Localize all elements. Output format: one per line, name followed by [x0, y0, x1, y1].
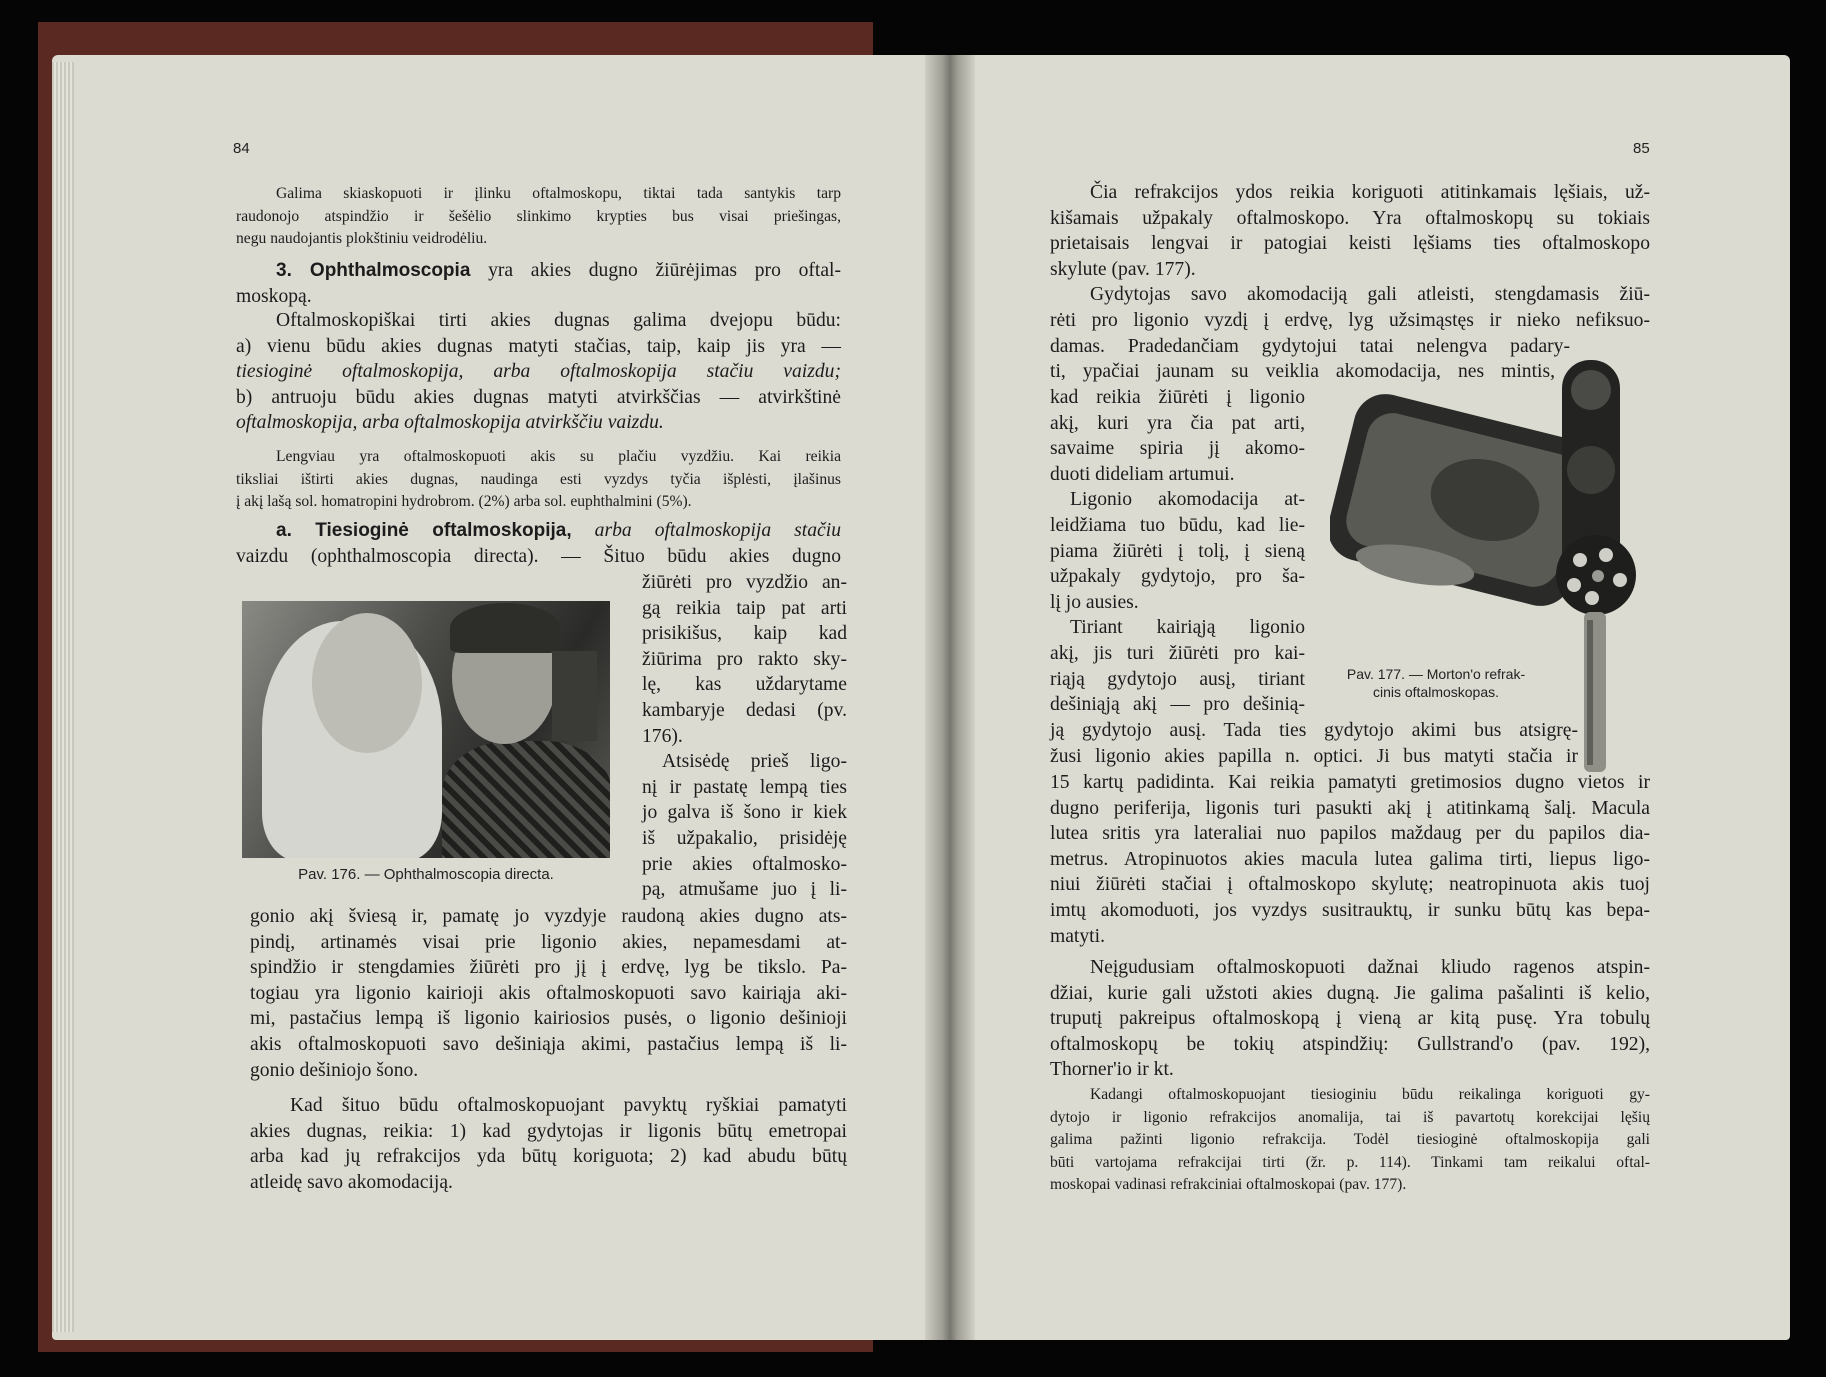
text-line: b) antruoju būdu akies dugnas matyti atvirkščias — atvirkštinė — [236, 386, 841, 408]
text-line: metrus. Atropinuotos akies macula lutea galima tirti, liepus ligo- — [1050, 848, 1650, 870]
ophthalmoscope-handle-icon — [1556, 360, 1636, 772]
text-line: dešiniąją akį — pro dešinią- — [1050, 694, 1305, 716]
text-line: oftalmoskopų be tokių atspindžių: Gullstrand'o (pav. 192), — [1050, 1033, 1650, 1055]
book-gutter — [925, 55, 975, 1340]
text-line: negu naudojantis plokštiniu veidrodėliu. — [236, 230, 488, 247]
left-intro-paragraph — [236, 183, 841, 251]
text-line: moskopą. — [236, 285, 312, 307]
caption-line: Pav. 177. — Morton'o refrak- — [1346, 666, 1526, 682]
text-line: žiūrima pro rakto sky- — [642, 648, 847, 670]
text-line: gonio dešiniojo šono. — [250, 1059, 419, 1081]
text-line: arba kad jų refrakcijos yda būtų koriguota; 2) kad abudu būtų — [250, 1146, 847, 1168]
figure-177-caption — [1316, 665, 1556, 701]
text-line: spindžio ir stengdamies žiūrėti pro jį į erdvę, lyg be tikslo. Pa- — [250, 957, 847, 979]
text-line: kambaryje dedasi (pv. — [642, 699, 847, 721]
text-line: gą reikia taip pat arti — [642, 597, 847, 619]
patient-coat — [442, 741, 610, 858]
text-line: mi, pastačius lempą iš ligonio kairiosios pusės, o ligonio dešinioji — [250, 1008, 847, 1030]
left-page-number: 84 — [233, 140, 250, 157]
text-line: akį, jis turi žiūrėti pro kai- — [1050, 642, 1305, 664]
text-line: galima pažinti ligonio refrakcija. Todėl tiesioginė oftalmoskopija gali — [1050, 1131, 1650, 1148]
text-line: Čia refrakcijos ydos reikia koriguoti atitinkamais lęšiais, už- — [1090, 182, 1650, 203]
text-line: būti vartojama refrakcijai tirti (žr. p. 114). Tinkami tam reikalui oftal- — [1050, 1153, 1650, 1171]
text-line: 3. Ophthalmoscopia yra akies dugno žiūrėjimas pro oftal- — [276, 260, 841, 281]
text-line: Kadangi oftalmoskopuojant tiesioginiu būdu reikalinga koriguoti gy- — [1090, 1086, 1650, 1103]
text-line: gonio akį šviesą ir, pamatę jo vyzdyje raudoną akies dugno ats- — [250, 906, 847, 927]
text-line: truputį pakreipus oftalmoskopą į vieną ar kitą pusę. Yra tobulų — [1050, 1008, 1650, 1030]
ophthalmoscopy-types-paragraph — [236, 308, 841, 436]
text-line: imtų akomoduoti, jos vyzdys susitrauktų, ir sunku būtų kas bepa- — [1050, 899, 1650, 921]
text-line: tiksliai ištirti akies dugnas, naudinga esti vyzdys tyčia išplėsti, įlašinus — [236, 470, 841, 488]
section-3-heading: 3. Ophthalmoscopia — [276, 260, 471, 281]
text-line: moskopai vadinasi refrakciniai oftalmoskopai (pav. 177). — [1050, 1176, 1407, 1193]
text-line: žiūrėti pro vyzdžio an- — [642, 572, 847, 593]
right-column-text — [1050, 385, 1305, 718]
text-line: ją gydytojo ausį. Tada ties gydytojo akimi bus atsigrę- — [1050, 720, 1578, 741]
text-line: Thorner'io ir kt. — [1050, 1059, 1174, 1081]
right-after-figure-text — [1050, 718, 1578, 769]
text-line: džiai, kurie gali užstoti akies dugną. Jie galima pašalinti iš kelio, — [1050, 982, 1650, 1004]
text-line: niui žiūrėti stačiai į oftalmoskopo skylutę; neatropinuota akis tuoj — [1050, 874, 1650, 896]
text-line: riąją gydytojo ausį, tiriant — [1050, 668, 1305, 690]
text-line: nį ir pastatę lempą ties — [642, 776, 847, 798]
subsection-a-heading: a. Tiesioginė oftalmoskopija, — [276, 520, 572, 541]
doctor-head — [312, 613, 422, 753]
small-note-paragraph — [236, 446, 841, 514]
text-line: prie akies oftalmosko- — [642, 853, 847, 875]
text-line: Kad šituo būdu oftalmoskopuojant pavyktų ryškiai pamatyti — [290, 1095, 847, 1116]
left-column-text — [642, 570, 847, 903]
lamp-shape — [552, 651, 597, 741]
text-line: Lengviau yra oftalmoskopuoti akis su plačiu vyzdžiu. Kai reikia — [276, 448, 841, 465]
figure-176-photo — [242, 601, 610, 858]
text-line: savaime spiria jį akomo- — [1050, 438, 1305, 460]
text-line: duoti dideliam artumui. — [1050, 463, 1235, 485]
text-line: Galima skiaskopuoti ir įlinku oftalmoskopu, tiktai tada santykis tarp — [276, 185, 841, 202]
right-page-number: 85 — [1633, 140, 1650, 157]
text-line: akis oftalmoskopuoti savo dešiniąja akimi, pastačius lempą iš li- — [250, 1033, 847, 1055]
page-edges — [52, 62, 74, 1332]
figure-176-caption: Pav. 176. — Ophthalmoscopia directa. — [298, 866, 554, 883]
text-line: prisikišus, kaip kad — [642, 623, 847, 645]
text-line: 176). — [642, 725, 683, 747]
text-line: užpakaly gydytojo, pro ša- — [1050, 566, 1305, 588]
text-line: matyti. — [1050, 925, 1105, 947]
text-line: lę, kas uždarytame — [642, 674, 847, 696]
text-line: kad reikia žiūrėti į ligonio — [1050, 387, 1305, 408]
text-line: lį jo ausies. — [1050, 591, 1139, 613]
text-line: Neįgudusiam oftalmoskopuoti dažnai kliudo ragenos atspin- — [1090, 957, 1650, 978]
text-line: jo galva iš šono ir kiek — [642, 802, 847, 824]
text-line: pą, atmušame juo į li- — [642, 879, 847, 901]
left-continuation-paragraph — [250, 904, 847, 1083]
patient-hair — [450, 603, 560, 653]
text-line: Tiriant kairiąją ligonio — [1070, 617, 1305, 639]
text-line: dytojo ir ligonio refrakcijos anomalija, tai iš pavartotų korekcijai lęšių — [1050, 1108, 1650, 1126]
text-line: Gydytojas savo akomodaciją gali atleisti, stengdamasis žiū- — [1090, 284, 1650, 306]
text-line: dugno periferija, ligonis turi pasukti akį į atitinkamą šalį. Macula — [1050, 797, 1650, 819]
text-line: lutea sritis yra lateraliai nuo papilos maždaug per du papilos dia- — [1050, 823, 1650, 845]
text-line: tiesioginė oftalmoskopija, arba oftalmoskopija stačiu vaizdu; — [236, 361, 841, 383]
right-top-paragraph — [1050, 180, 1650, 385]
text-line: prietaisais lengvai ir patogiai keisti lęšiams ties oftalmoskopo — [1050, 233, 1650, 255]
text-line: a. Tiesioginė oftalmoskopija, arba oftalmoskopija stačiu — [276, 520, 841, 541]
text-line: rėti pro ligonio vyzdį į erdvę, lyg užsimąstęs ir nieko nefiksuo- — [1050, 309, 1650, 331]
section-3-paragraph — [236, 258, 841, 309]
text-line: ti, ypačiai jaunam su veiklia akomodacija, nes mintis, — [1050, 361, 1555, 383]
text-line: Oftalmoskopiškai tirti akies dugnas galima dvejopu būdu: — [276, 310, 841, 331]
text-line: togiau yra ligonio kairioji akis oftalmoskopuoti savo kairiąja aki- — [250, 982, 847, 1004]
text-line: akį, kuri yra čia pat arti, — [1050, 412, 1305, 434]
text-line: 15 kartų padidinta. Kai reikia pamatyti gretimosios dugno vietos ir — [1050, 772, 1650, 793]
text-line: žusi ligonio akies papilla n. optici. Ji bus matyti stačia ir — [1050, 745, 1578, 767]
text-line: a) vienu būdu akies dugnas matyti stačias, taip, kaip jis yra — — [236, 335, 841, 357]
right-reflections-paragraph — [1050, 955, 1650, 1083]
left-final-paragraph — [250, 1093, 847, 1195]
text-line: Atsisėdę prieš ligo- — [662, 751, 847, 773]
text-line: vaizdu (ophthalmoscopia directa). — Šituo būdu akies dugno — [236, 545, 841, 567]
caption-line: cinis oftalmoskopas. — [1372, 684, 1500, 700]
figure-177-ophthalmoscope — [1330, 360, 1670, 780]
right-small-note — [1050, 1084, 1650, 1197]
text-line: pindį, artinamės visai prie ligonio akies, nepamesdami at- — [250, 931, 847, 953]
text-line: Ligonio akomodacija at- — [1070, 489, 1305, 511]
text-line: iš užpakalio, prisidėję — [642, 827, 847, 849]
text-line: raudonojo atspindžio ir šešėlio slinkimo krypties bus visai priešingas, — [236, 207, 841, 225]
text-line: skylute (pav. 177). — [1050, 258, 1196, 280]
text-line: oftalmoskopija, arba oftalmoskopija atvirkščiu vaizdu. — [236, 412, 664, 434]
text-line: atleidę savo akomodaciją. — [250, 1171, 453, 1193]
text-line: damas. Pradedančiam gydytojui tatai nelengva padary- — [1050, 335, 1570, 357]
text-line: piama žiūrėti į tolį, į sieną — [1050, 540, 1305, 562]
right-macula-paragraph — [1050, 770, 1650, 949]
text-line: leidžiama tuo būdu, kad lie- — [1050, 514, 1305, 536]
subsection-a-heading-block — [236, 518, 841, 569]
text-line: akies dugnas, reikia: 1) kad gydytojas ir ligonis būtų emetropai — [250, 1120, 847, 1142]
text-line: kišamais užpakaly oftalmoskopo. Yra oftalmoskopų su tokiais — [1050, 207, 1650, 229]
text-line: į akį lašą sol. homatropini hydrobrom. (2%) arba sol. euphthalmini (5%). — [236, 493, 692, 510]
